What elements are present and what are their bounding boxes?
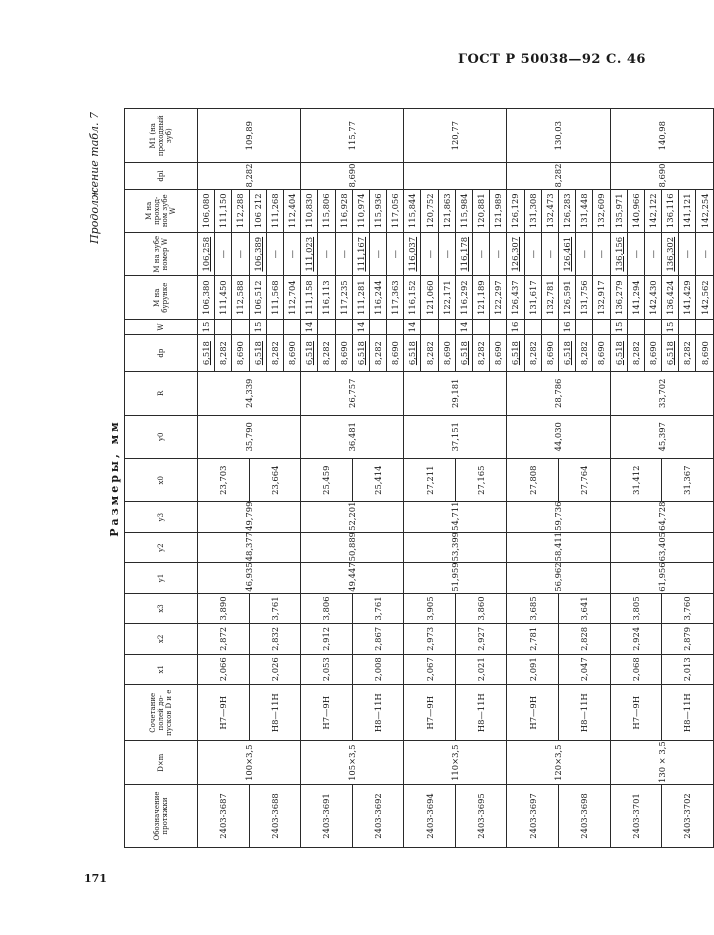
m-pass-cell: 126,283 <box>558 189 575 232</box>
dp-cell: 8,690 <box>283 335 300 372</box>
x3-cell: 3,806 <box>301 593 353 623</box>
m-tooth-cell: — <box>387 232 404 275</box>
col-header: y3 <box>125 502 198 532</box>
col-header: y2 <box>125 532 198 562</box>
table-row <box>610 109 627 848</box>
dp-cell: 8,690 <box>593 335 610 372</box>
w-cell <box>266 319 283 334</box>
m-tooth-cell: — <box>283 232 300 275</box>
x1-cell: 2,068 <box>610 654 662 684</box>
w-cell: 14 <box>404 319 421 334</box>
r-cell: 24,339 <box>198 372 301 415</box>
x3-cell: 3,641 <box>558 593 610 623</box>
m-cell: 141,429 <box>679 276 696 319</box>
dp-cell: 8,282 <box>369 335 386 372</box>
m-cell: 116,152 <box>404 276 421 319</box>
y3-cell: 52,201 <box>301 502 404 532</box>
y1-cell: 49,447 <box>301 563 404 593</box>
col-header: M на проход-ном зубе W <box>125 189 198 232</box>
m-tooth-cell: — <box>627 232 644 275</box>
x1-cell: 2,047 <box>558 654 610 684</box>
dp-cell: 6,518 <box>610 335 627 372</box>
m-tooth-cell: 126,461 <box>558 232 575 275</box>
dp-cell: 8,282 <box>679 335 696 372</box>
m-tooth-cell: — <box>335 232 352 275</box>
w-cell <box>215 319 232 334</box>
m-cell: 116,292 <box>455 276 472 319</box>
designation-cell: 2403-3694 <box>404 784 456 847</box>
m-pass-cell: 115,984 <box>455 189 472 232</box>
designation-cell: 2403-3701 <box>610 784 662 847</box>
dp-cell: 6,518 <box>507 335 524 372</box>
m-pass-cell: 142,254 <box>696 189 713 232</box>
m-cell: 131,756 <box>576 276 593 319</box>
x3-cell: 3,760 <box>662 593 714 623</box>
tolerance-cell: Н7—9Н <box>507 685 559 742</box>
x2-cell: 2,872 <box>198 624 250 654</box>
x2-cell: 2,924 <box>610 624 662 654</box>
m-cell: 136,424 <box>662 276 679 319</box>
x3-cell: 3,685 <box>507 593 559 623</box>
tolerance-cell: Н8—11Н <box>662 685 714 742</box>
col-header: x2 <box>125 624 198 654</box>
x3-cell: 3,805 <box>610 593 662 623</box>
table-row <box>507 109 524 848</box>
x1-cell: 2,008 <box>352 654 404 684</box>
m-pass-cell: 132,609 <box>593 189 610 232</box>
m-cell: 141,294 <box>627 276 644 319</box>
y0-cell: 36,481 <box>301 415 404 458</box>
dpl-cell: 8,282 <box>507 163 610 189</box>
w-cell <box>318 319 335 334</box>
dp-cell: 8,282 <box>576 335 593 372</box>
m1-cell: 115,77 <box>301 109 404 163</box>
dp-cell: 6,518 <box>662 335 679 372</box>
m-tooth-cell: — <box>576 232 593 275</box>
x3-cell: 3,905 <box>404 593 456 623</box>
designation-cell: 2403-3695 <box>455 784 507 847</box>
w-cell <box>283 319 300 334</box>
table-caption: Размеры, мм <box>108 419 121 537</box>
x1-cell: 2,026 <box>249 654 301 684</box>
w-cell <box>490 319 507 334</box>
table-row <box>301 109 318 848</box>
m-cell: 131,617 <box>524 276 541 319</box>
w-cell: 14 <box>352 319 369 334</box>
col-header: Сочетание полей до-пусков D и e <box>125 685 198 742</box>
m-pass-cell: 112,288 <box>232 189 249 232</box>
table-row <box>249 109 266 848</box>
table-row <box>662 109 679 848</box>
x1-cell: 2,091 <box>507 654 559 684</box>
y1-cell: 61,956 <box>610 563 713 593</box>
table-row <box>404 109 421 848</box>
m-pass-cell: 111,268 <box>266 189 283 232</box>
dp-cell: 8,282 <box>473 335 490 372</box>
m-pass-cell: 110,830 <box>301 189 318 232</box>
y2-cell: 53,399 <box>404 532 507 562</box>
m1-cell: 109,89 <box>198 109 301 163</box>
dxm-cell: 130 × 3,5 <box>610 741 713 784</box>
m1-cell: 140,98 <box>610 109 713 163</box>
m-tooth-cell: — <box>644 232 661 275</box>
rotated-table-block <box>86 108 710 848</box>
x3-cell: 3,890 <box>198 593 250 623</box>
m-tooth-cell: 116,037 <box>404 232 421 275</box>
m-pass-cell: 120,752 <box>421 189 438 232</box>
dp-cell: 6,518 <box>558 335 575 372</box>
r-cell: 29,181 <box>404 372 507 415</box>
w-cell <box>644 319 661 334</box>
y0-cell: 44,030 <box>507 415 610 458</box>
m1-cell: 120,77 <box>404 109 507 163</box>
w-cell <box>593 319 610 334</box>
col-header: x0 <box>125 459 198 502</box>
m-cell: 117,235 <box>335 276 352 319</box>
dp-cell: 8,282 <box>421 335 438 372</box>
w-cell <box>369 319 386 334</box>
m-cell: 132,781 <box>541 276 558 319</box>
w-cell: 15 <box>662 319 679 334</box>
continuation-note: Продолжение табл. 7 <box>88 112 101 244</box>
dxm-cell: 110×3,5 <box>404 741 507 784</box>
m-pass-cell: 106 212 <box>249 189 266 232</box>
dpl-cell: 8,690 <box>301 163 404 189</box>
m-tooth-cell: — <box>490 232 507 275</box>
m-pass-cell: 106,080 <box>198 189 215 232</box>
y0-cell: 37,151 <box>404 415 507 458</box>
m-cell: 142,430 <box>644 276 661 319</box>
y0-cell: 45,397 <box>610 415 713 458</box>
m-tooth-cell: — <box>369 232 386 275</box>
dpl-cell <box>404 163 507 189</box>
m-cell: 122,297 <box>490 276 507 319</box>
col-header: dpl <box>125 163 198 189</box>
x2-cell: 2,781 <box>507 624 559 654</box>
dp-cell: 6,518 <box>352 335 369 372</box>
w-cell: 16 <box>507 319 524 334</box>
x2-cell: 2,912 <box>301 624 353 654</box>
m-pass-cell: 126,129 <box>507 189 524 232</box>
m-cell: 116,113 <box>318 276 335 319</box>
r-cell: 33,702 <box>610 372 713 415</box>
tolerance-cell: Н7—9Н <box>301 685 353 742</box>
x1-cell: 2,013 <box>662 654 714 684</box>
designation-cell: 2403-3688 <box>249 784 301 847</box>
m-cell: 122,171 <box>438 276 455 319</box>
dpl-cell: 8,690 <box>610 163 713 189</box>
col-header: Обозначение протяжки <box>125 784 198 847</box>
x2-cell: 2,927 <box>455 624 507 654</box>
m-tooth-cell: 136,156 <box>610 232 627 275</box>
w-cell <box>421 319 438 334</box>
x0-cell: 27,165 <box>455 459 507 502</box>
dxm-cell: 100×3,5 <box>198 741 301 784</box>
col-header: M на зубе номер W <box>125 232 198 275</box>
tolerance-cell: Н8—11Н <box>249 685 301 742</box>
dxm-cell: 105×3,5 <box>301 741 404 784</box>
m-pass-cell: 132,473 <box>541 189 558 232</box>
m-cell: 121,060 <box>421 276 438 319</box>
m1-cell: 130,03 <box>507 109 610 163</box>
dp-cell: 8,690 <box>387 335 404 372</box>
m-tooth-cell: — <box>541 232 558 275</box>
m-pass-cell: 121,863 <box>438 189 455 232</box>
y2-cell: 63,405 <box>610 532 713 562</box>
w-cell <box>541 319 558 334</box>
x3-cell: 3,761 <box>352 593 404 623</box>
m-cell: 121,189 <box>473 276 490 319</box>
m-pass-cell: 135,971 <box>610 189 627 232</box>
m-pass-cell: 115,844 <box>404 189 421 232</box>
w-cell <box>387 319 404 334</box>
designation-cell: 2403-3691 <box>301 784 353 847</box>
table-row <box>352 109 369 848</box>
dp-cell: 6,518 <box>455 335 472 372</box>
m-cell: 116,244 <box>369 276 386 319</box>
x2-cell: 2,832 <box>249 624 301 654</box>
r-cell: 26,757 <box>301 372 404 415</box>
col-header: dp <box>125 335 198 372</box>
x1-cell: 2,053 <box>301 654 353 684</box>
col-header: W <box>125 319 198 334</box>
m-cell: 111,281 <box>352 276 369 319</box>
r-cell: 28,786 <box>507 372 610 415</box>
dp-cell: 8,282 <box>215 335 232 372</box>
x3-cell: 3,860 <box>455 593 507 623</box>
m-cell: 111,568 <box>266 276 283 319</box>
m-cell: 106,512 <box>249 276 266 319</box>
m-tooth-cell: — <box>215 232 232 275</box>
x1-cell: 2,021 <box>455 654 507 684</box>
designation-cell: 2403-3702 <box>662 784 714 847</box>
designation-cell: 2403-3687 <box>198 784 250 847</box>
dp-cell: 8,690 <box>232 335 249 372</box>
m-tooth-cell: — <box>593 232 610 275</box>
m-pass-cell: 115,806 <box>318 189 335 232</box>
w-cell <box>679 319 696 334</box>
x2-cell: 2,879 <box>662 624 714 654</box>
table-row <box>558 109 575 848</box>
page-number: 171 <box>84 872 107 885</box>
m-pass-cell: 111,150 <box>215 189 232 232</box>
x0-cell: 23,703 <box>198 459 250 502</box>
m-pass-cell: 117,056 <box>387 189 404 232</box>
m-pass-cell: 142,122 <box>644 189 661 232</box>
m-cell: 112,704 <box>283 276 300 319</box>
table-body <box>198 109 714 848</box>
m-tooth-cell: — <box>524 232 541 275</box>
dp-cell: 8,690 <box>335 335 352 372</box>
w-cell <box>473 319 490 334</box>
m-tooth-cell: 111,023 <box>301 232 318 275</box>
m-cell: 136,279 <box>610 276 627 319</box>
col-header: y0 <box>125 415 198 458</box>
tolerance-cell: Н8—11Н <box>558 685 610 742</box>
w-cell: 14 <box>301 319 318 334</box>
m-tooth-cell: 106,258 <box>198 232 215 275</box>
w-cell <box>696 319 713 334</box>
m-pass-cell: 110,974 <box>352 189 369 232</box>
y1-cell: 46,935 <box>198 563 301 593</box>
dp-cell: 8,282 <box>266 335 283 372</box>
y2-cell: 58,411 <box>507 532 610 562</box>
w-cell <box>576 319 593 334</box>
col-header: M на бурунке <box>125 276 198 319</box>
y1-cell: 51,959 <box>404 563 507 593</box>
tolerance-cell: Н7—9Н <box>198 685 250 742</box>
m-pass-cell: 131,448 <box>576 189 593 232</box>
col-header: y1 <box>125 563 198 593</box>
x2-cell: 2,828 <box>558 624 610 654</box>
x0-cell: 27,211 <box>404 459 456 502</box>
x0-cell: 31,367 <box>662 459 714 502</box>
w-cell: 16 <box>558 319 575 334</box>
y0-cell: 35,790 <box>198 415 301 458</box>
tolerance-cell: Н8—11Н <box>455 685 507 742</box>
m-cell: 117,363 <box>387 276 404 319</box>
m-tooth-cell: — <box>421 232 438 275</box>
col-header: R <box>125 372 198 415</box>
m-pass-cell: 112,404 <box>283 189 300 232</box>
m-cell: 132,917 <box>593 276 610 319</box>
page-header: ГОСТ Р 50038—92 С. 46 <box>458 52 646 67</box>
dp-cell: 6,518 <box>249 335 266 372</box>
w-cell: 15 <box>610 319 627 334</box>
m-pass-cell: 121,989 <box>490 189 507 232</box>
dp-cell: 8,690 <box>438 335 455 372</box>
x3-cell: 3,761 <box>249 593 301 623</box>
m-cell: 142,562 <box>696 276 713 319</box>
dp-cell: 6,518 <box>301 335 318 372</box>
m-tooth-cell: 136,302 <box>662 232 679 275</box>
m-pass-cell: 116,928 <box>335 189 352 232</box>
designation-cell: 2403-3698 <box>558 784 610 847</box>
m-pass-cell: 140,966 <box>627 189 644 232</box>
w-cell <box>627 319 644 334</box>
m-tooth-cell: — <box>473 232 490 275</box>
w-cell: 15 <box>249 319 266 334</box>
m-tooth-cell: 106,389 <box>249 232 266 275</box>
m-pass-cell: 136,116 <box>662 189 679 232</box>
dpl-cell: 8,282 <box>198 163 301 189</box>
m-tooth-cell: — <box>679 232 696 275</box>
m-tooth-cell: 126,307 <box>507 232 524 275</box>
x0-cell: 27,764 <box>558 459 610 502</box>
m-pass-cell: 131,308 <box>524 189 541 232</box>
m-cell: 126,437 <box>507 276 524 319</box>
w-cell <box>232 319 249 334</box>
table-row <box>455 109 472 848</box>
w-cell: 14 <box>455 319 472 334</box>
m-cell: 106,380 <box>198 276 215 319</box>
x1-cell: 2,067 <box>404 654 456 684</box>
w-cell <box>335 319 352 334</box>
x0-cell: 25,414 <box>352 459 404 502</box>
y1-cell: 56,962 <box>507 563 610 593</box>
x1-cell: 2,066 <box>198 654 250 684</box>
y3-cell: 54,711 <box>404 502 507 532</box>
dp-cell: 8,690 <box>696 335 713 372</box>
dp-cell: 8,282 <box>524 335 541 372</box>
col-header: x1 <box>125 654 198 684</box>
y3-cell: 49,799 <box>198 502 301 532</box>
tolerance-cell: Н7—9Н <box>404 685 456 742</box>
m-tooth-cell: — <box>318 232 335 275</box>
x0-cell: 27,808 <box>507 459 559 502</box>
x2-cell: 2,867 <box>352 624 404 654</box>
y2-cell: 48,377 <box>198 532 301 562</box>
dp-cell: 6,518 <box>198 335 215 372</box>
y2-cell: 50,889 <box>301 532 404 562</box>
m-cell: 111,450 <box>215 276 232 319</box>
dp-cell: 8,690 <box>644 335 661 372</box>
x2-cell: 2,973 <box>404 624 456 654</box>
w-cell <box>524 319 541 334</box>
dp-cell: 8,690 <box>541 335 558 372</box>
m-tooth-cell: — <box>438 232 455 275</box>
dp-cell: 6,518 <box>404 335 421 372</box>
table-row <box>198 109 215 848</box>
m-tooth-cell: — <box>696 232 713 275</box>
col-header: D×m <box>125 741 198 784</box>
dp-cell: 8,282 <box>627 335 644 372</box>
w-cell <box>438 319 455 334</box>
m-tooth-cell: — <box>232 232 249 275</box>
tolerance-cell: Н7—9Н <box>610 685 662 742</box>
col-header: x3 <box>125 593 198 623</box>
y3-cell: 59,736 <box>507 502 610 532</box>
m-cell: 112,588 <box>232 276 249 319</box>
dimensions-table <box>124 108 714 848</box>
dxm-cell: 120×3,5 <box>507 741 610 784</box>
x0-cell: 23,664 <box>249 459 301 502</box>
m-tooth-cell: — <box>266 232 283 275</box>
designation-cell: 2403-3692 <box>352 784 404 847</box>
dp-cell: 8,690 <box>490 335 507 372</box>
x0-cell: 31,412 <box>610 459 662 502</box>
x0-cell: 25,459 <box>301 459 353 502</box>
dp-cell: 8,282 <box>318 335 335 372</box>
m-cell: 111,158 <box>301 276 318 319</box>
m-cell: 126,591 <box>558 276 575 319</box>
m-tooth-cell: 111,167 <box>352 232 369 275</box>
m-tooth-cell: 116,178 <box>455 232 472 275</box>
m-pass-cell: 115,936 <box>369 189 386 232</box>
w-cell: 15 <box>198 319 215 334</box>
y3-cell: 64,728 <box>610 502 713 532</box>
m-pass-cell: 120,881 <box>473 189 490 232</box>
header-row <box>125 109 198 848</box>
tolerance-cell: Н8—11Н <box>352 685 404 742</box>
col-header: M1 (на проходный зуб) <box>125 109 198 163</box>
m-pass-cell: 141,121 <box>679 189 696 232</box>
designation-cell: 2403-3697 <box>507 784 559 847</box>
